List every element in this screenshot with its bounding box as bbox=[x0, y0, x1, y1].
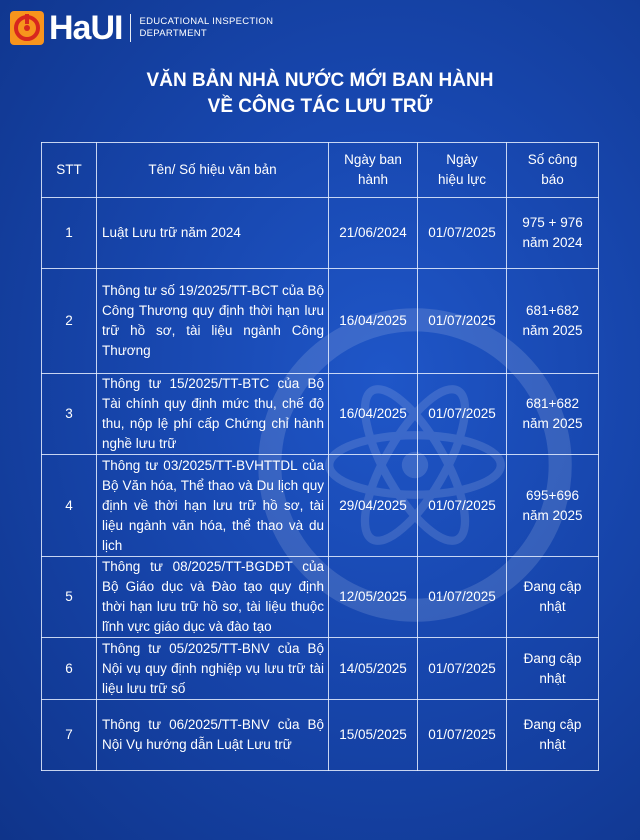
gazette-line-2: năm 2025 bbox=[522, 507, 583, 523]
header-effective-line-1: Ngày bbox=[446, 152, 478, 167]
table-row bbox=[42, 374, 599, 455]
page-title-line-2: VỀ CÔNG TÁC LƯU TRỮ bbox=[207, 96, 433, 117]
cell-issued: 16/04/2025 bbox=[329, 269, 418, 374]
gazette-line-1: 681+682 bbox=[526, 303, 579, 318]
page-title bbox=[0, 68, 640, 120]
cell-issued: 14/05/2025 bbox=[329, 638, 418, 700]
cell-gazette bbox=[507, 557, 599, 638]
gazette-line-1: Đang cập bbox=[523, 579, 582, 594]
cell-effective: 01/07/2025 bbox=[418, 198, 507, 269]
department-line-1: EDUCATIONAL INSPECTION bbox=[139, 16, 274, 27]
cell-stt: 1 bbox=[42, 198, 97, 269]
header-gazette bbox=[507, 143, 599, 198]
gazette-line-2: nhật bbox=[539, 670, 566, 686]
cell-issued: 16/04/2025 bbox=[329, 374, 418, 455]
cell-effective: 01/07/2025 bbox=[418, 557, 507, 638]
gazette-line-2: nhật bbox=[539, 737, 566, 752]
header-effective bbox=[418, 143, 507, 198]
table-row bbox=[42, 269, 599, 374]
cell-name: Thông tư 03/2025/TT-BVHTTDL của Bộ Văn hóa, Thể thao và Du lịch quy định về thời hạn lưu trữ hồ sơ, tài liệu ngành văn hóa, thể thao và du lịch bbox=[97, 455, 329, 557]
cell-gazette bbox=[507, 374, 599, 455]
table-row bbox=[42, 700, 599, 771]
table-row bbox=[42, 455, 599, 557]
gazette-line-2: năm 2025 bbox=[522, 416, 583, 431]
header-stt: STT bbox=[42, 143, 97, 198]
cell-issued: 12/05/2025 bbox=[329, 557, 418, 638]
cell-gazette bbox=[507, 198, 599, 269]
department-line-2: DEPARTMENT bbox=[139, 28, 208, 39]
table-row bbox=[42, 198, 599, 269]
cell-name: Thông tư 06/2025/TT-BNV của Bộ Nội Vụ hướng dẫn Luật Lưu trữ bbox=[97, 700, 329, 771]
cell-gazette bbox=[507, 269, 599, 374]
cell-stt: 5 bbox=[42, 557, 97, 638]
cell-stt: 7 bbox=[42, 700, 97, 771]
gazette-line-1: Đang cập bbox=[523, 650, 582, 666]
header-name: Tên/ Số hiệu văn bản bbox=[97, 143, 329, 198]
cell-issued: 29/04/2025 bbox=[329, 455, 418, 557]
gazette-line-2: năm 2025 bbox=[522, 323, 583, 338]
cell-gazette bbox=[507, 700, 599, 771]
cell-stt: 3 bbox=[42, 374, 97, 455]
header-issued bbox=[329, 143, 418, 198]
header-issued-line-2: hành bbox=[357, 172, 389, 187]
gazette-line-2: năm 2024 bbox=[522, 235, 583, 250]
haui-logo-icon bbox=[10, 11, 44, 45]
cell-stt: 4 bbox=[42, 455, 97, 557]
cell-effective: 01/07/2025 bbox=[418, 700, 507, 771]
header bbox=[10, 8, 273, 48]
cell-effective: 01/07/2025 bbox=[418, 374, 507, 455]
cell-issued: 21/06/2024 bbox=[329, 198, 418, 269]
brand-divider bbox=[130, 14, 131, 42]
table-row bbox=[42, 557, 599, 638]
gazette-line-1: Đang cập bbox=[523, 717, 582, 732]
header-effective-line-2: hiệu lực bbox=[437, 172, 487, 187]
cell-effective: 01/07/2025 bbox=[418, 269, 507, 374]
gazette-line-1: 681+682 bbox=[526, 396, 579, 411]
gazette-line-1: 975 + 976 bbox=[522, 215, 583, 230]
gazette-line-1: 695+696 bbox=[526, 487, 579, 503]
cell-name: Thông tư số 19/2025/TT-BCT của Bộ Công Thương quy định thời hạn lưu trữ hồ sơ, tài liệu ngành Công Thương bbox=[97, 269, 329, 374]
table-row bbox=[42, 638, 599, 700]
cell-effective: 01/07/2025 bbox=[418, 638, 507, 700]
cell-issued: 15/05/2025 bbox=[329, 700, 418, 771]
table-header-row bbox=[42, 143, 599, 198]
cell-name: Thông tư 15/2025/TT-BTC của Bộ Tài chính quy định mức thu, chế độ thu, nộp lệ phí cấp Chứng chỉ hành nghề lưu trữ bbox=[97, 374, 329, 455]
cell-name: Thông tư 05/2025/TT-BNV của Bộ Nội vụ quy định nghiệp vụ lưu trữ tài liệu lưu trữ số bbox=[97, 638, 329, 700]
cell-name: Thông tư 08/2025/TT-BGDĐT của Bộ Giáo dục và Đào tạo quy định thời hạn lưu trữ hồ sơ, tài liệu thuộc lĩnh vực giáo dục và đào tạo bbox=[97, 557, 329, 638]
header-gazette-line-2: báo bbox=[541, 172, 564, 187]
header-issued-line-1: Ngày ban bbox=[344, 152, 402, 167]
gazette-line-2: nhật bbox=[539, 599, 566, 614]
cell-stt: 2 bbox=[42, 269, 97, 374]
brand-name: HaUI bbox=[49, 9, 123, 47]
cell-stt: 6 bbox=[42, 638, 97, 700]
documents-table bbox=[41, 142, 599, 771]
cell-gazette bbox=[507, 455, 599, 557]
cell-name: Luật Lưu trữ năm 2024 bbox=[97, 198, 329, 269]
department-name bbox=[139, 16, 273, 40]
header-gazette-line-1: Số công bbox=[527, 152, 578, 167]
cell-gazette bbox=[507, 638, 599, 700]
page-title-line-1: VĂN BẢN NHÀ NƯỚC MỚI BAN HÀNH bbox=[146, 70, 494, 91]
cell-effective: 01/07/2025 bbox=[418, 455, 507, 557]
